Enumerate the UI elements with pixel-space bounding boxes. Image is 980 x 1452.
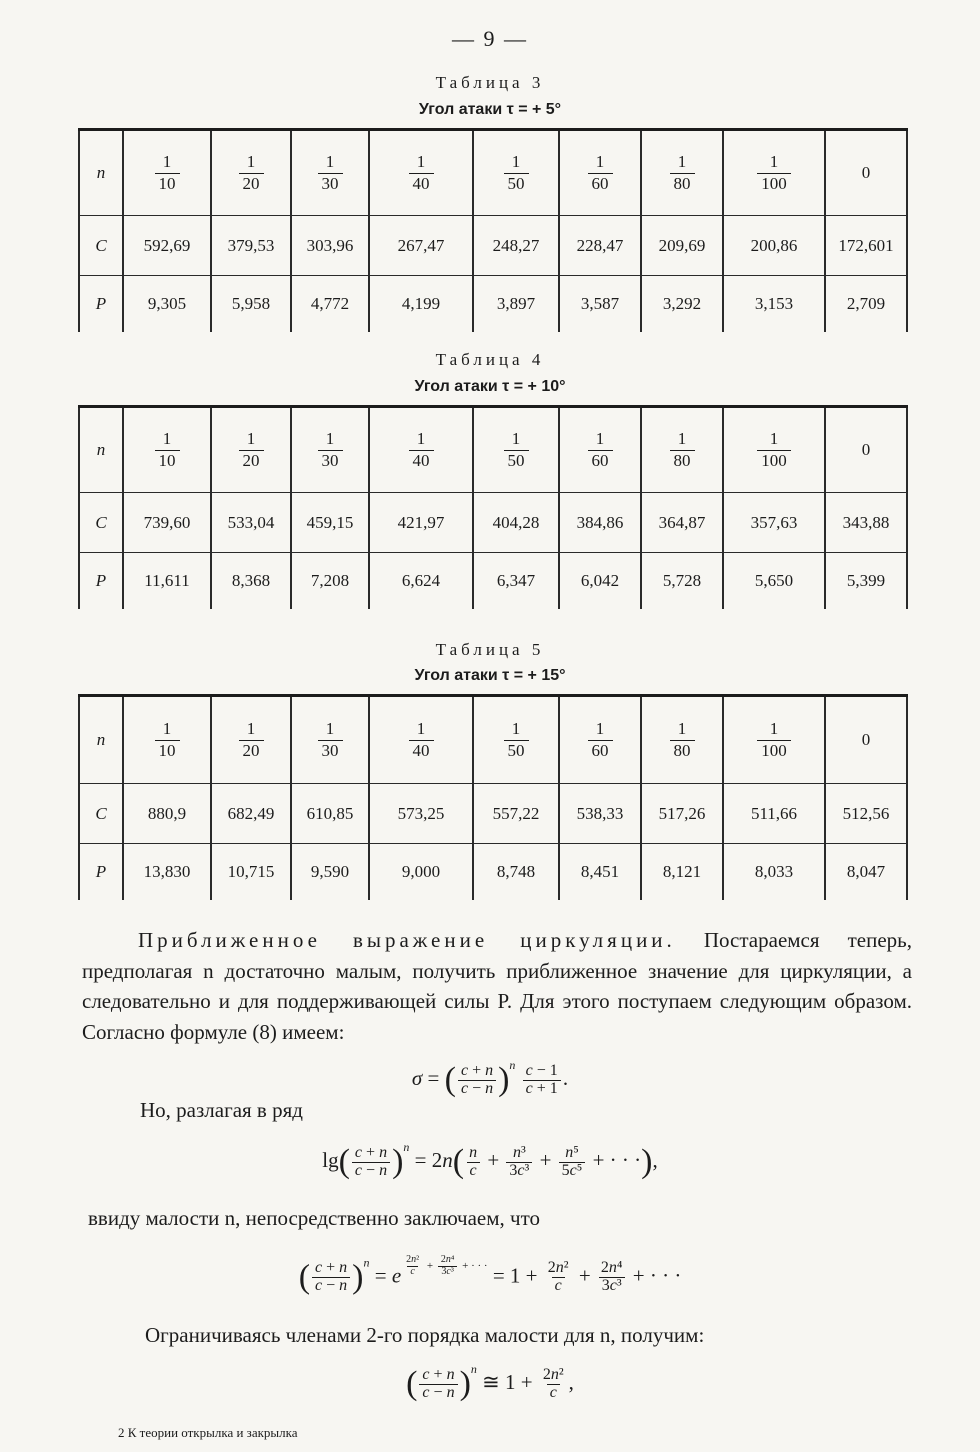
cell-c: 592,69 bbox=[123, 216, 211, 276]
cell-c: 364,87 bbox=[641, 493, 723, 553]
table-4-caption: Таблица 4 bbox=[435, 350, 545, 369]
table-4 bbox=[78, 405, 908, 609]
cell-p: 3,292 bbox=[641, 276, 723, 332]
fraction-numerator: 1 bbox=[325, 429, 335, 449]
fraction-numerator: 1 bbox=[769, 719, 779, 739]
cell-c: 682,49 bbox=[211, 784, 291, 844]
fraction-numerator: 1 bbox=[677, 429, 687, 449]
equation-sigma: σ = ( $\frac{c + n}{c - n}$ )$^n$ $\frac{c - 1}{c + 1}$ . bbox=[411, 1058, 569, 1099]
fraction bbox=[318, 153, 343, 193]
paragraph-circulation bbox=[82, 925, 912, 1047]
table-4-subtitle: Угол атаки τ = + 10° bbox=[414, 378, 566, 395]
cell-n bbox=[559, 407, 641, 493]
page-number: — 9 — bbox=[452, 26, 528, 51]
cell-p: 8,047 bbox=[825, 844, 907, 900]
cell-p: 8,368 bbox=[211, 553, 291, 609]
cell-n bbox=[211, 696, 291, 784]
cell-p: 4,199 bbox=[369, 276, 473, 332]
cell-c: 384,86 bbox=[559, 493, 641, 553]
fraction bbox=[588, 153, 613, 193]
fraction bbox=[757, 153, 791, 193]
cell-c: 357,63 bbox=[723, 493, 825, 553]
row-label-p: P bbox=[79, 844, 123, 900]
fraction bbox=[239, 430, 264, 470]
cell-n bbox=[723, 696, 825, 784]
cell-p: 5,958 bbox=[211, 276, 291, 332]
section-heading: Приближенное выражение циркуляции. bbox=[138, 928, 676, 952]
table-3 bbox=[78, 128, 908, 332]
fraction-numerator: 1 bbox=[769, 429, 779, 449]
cell-c: 421,97 bbox=[369, 493, 473, 553]
cell-c: 610,85 bbox=[291, 784, 369, 844]
cell-n bbox=[641, 407, 723, 493]
fraction-numerator: 1 bbox=[595, 152, 605, 172]
fraction-denominator: 20 bbox=[239, 450, 264, 471]
fraction-numerator: 1 bbox=[511, 719, 521, 739]
cell-n: 0 bbox=[825, 696, 907, 784]
cell-p: 13,830 bbox=[123, 844, 211, 900]
fraction-numerator: 1 bbox=[162, 719, 172, 739]
fraction bbox=[757, 430, 791, 470]
fraction-numerator: 1 bbox=[162, 152, 172, 172]
fraction-numerator: 1 bbox=[511, 152, 521, 172]
cell-n bbox=[291, 696, 369, 784]
fraction-numerator: 1 bbox=[677, 152, 687, 172]
fraction bbox=[670, 720, 695, 760]
fraction-denominator: 100 bbox=[757, 450, 791, 471]
cell-p: 2,709 bbox=[825, 276, 907, 332]
fraction bbox=[155, 153, 180, 193]
fraction-denominator: 40 bbox=[409, 450, 434, 471]
fraction bbox=[504, 430, 529, 470]
equation-log-series: lg( $\frac{c + n}{c - n}$ )$^n$ = 2n( $\frac{n}{c}$ + $\frac{\text{n³}}{\text{3c³}}$ + $\frac{\text{n⁵}}{\text{5c⁵}}$ + · · ·), bbox=[322, 1140, 658, 1181]
fraction-denominator: 20 bbox=[239, 740, 264, 761]
cell-p: 5,650 bbox=[723, 553, 825, 609]
fraction-denominator: 10 bbox=[155, 450, 180, 471]
table-3-subtitle: Угол атаки τ = + 5° bbox=[418, 101, 562, 118]
fraction bbox=[155, 430, 180, 470]
fraction bbox=[504, 720, 529, 760]
cell-p: 6,624 bbox=[369, 553, 473, 609]
cell-c: 404,28 bbox=[473, 493, 559, 553]
fraction bbox=[409, 720, 434, 760]
cell-c: 880,9 bbox=[123, 784, 211, 844]
cell-c: 267,47 bbox=[369, 216, 473, 276]
fraction bbox=[670, 153, 695, 193]
cell-n bbox=[291, 130, 369, 216]
fraction bbox=[239, 153, 264, 193]
cell-n bbox=[211, 407, 291, 493]
fraction-denominator: 30 bbox=[318, 740, 343, 761]
cell-c: 517,26 bbox=[641, 784, 723, 844]
text-ogranichivayas: Ограничиваясь членами 2-го порядка малости для n, получим: bbox=[145, 1323, 705, 1347]
row-label-n: n bbox=[79, 130, 123, 216]
cell-p: 9,305 bbox=[123, 276, 211, 332]
cell-p: 4,772 bbox=[291, 276, 369, 332]
fraction bbox=[239, 720, 264, 760]
cell-c: 459,15 bbox=[291, 493, 369, 553]
row-label-n: n bbox=[79, 696, 123, 784]
cell-n bbox=[641, 130, 723, 216]
fraction-denominator: 60 bbox=[588, 740, 613, 761]
row-label-c: C bbox=[79, 493, 123, 553]
cell-c: 209,69 bbox=[641, 216, 723, 276]
fraction-denominator: 50 bbox=[504, 740, 529, 761]
cell-n bbox=[123, 407, 211, 493]
cell-n bbox=[291, 407, 369, 493]
cell-p: 9,590 bbox=[291, 844, 369, 900]
cell-c: 533,04 bbox=[211, 493, 291, 553]
fraction-denominator: 40 bbox=[409, 173, 434, 194]
fraction-denominator: 50 bbox=[504, 450, 529, 471]
fraction-numerator: 1 bbox=[416, 152, 426, 172]
fraction-numerator: 1 bbox=[416, 719, 426, 739]
fraction bbox=[588, 430, 613, 470]
cell-p: 3,587 bbox=[559, 276, 641, 332]
fraction-numerator: 1 bbox=[325, 152, 335, 172]
cell-n bbox=[369, 696, 473, 784]
fraction bbox=[318, 430, 343, 470]
cell-c: 248,27 bbox=[473, 216, 559, 276]
fraction bbox=[670, 430, 695, 470]
fraction-numerator: 1 bbox=[162, 429, 172, 449]
fraction-numerator: 1 bbox=[246, 429, 256, 449]
cell-n bbox=[369, 407, 473, 493]
cell-n bbox=[473, 696, 559, 784]
fraction-numerator: 1 bbox=[769, 152, 779, 172]
cell-p: 10,715 bbox=[211, 844, 291, 900]
row-label-n: n bbox=[79, 407, 123, 493]
fraction-denominator: 50 bbox=[504, 173, 529, 194]
row-label-p: P bbox=[79, 276, 123, 332]
cell-n bbox=[123, 130, 211, 216]
fraction-numerator: 1 bbox=[595, 719, 605, 739]
fraction bbox=[409, 430, 434, 470]
cell-p: 9,000 bbox=[369, 844, 473, 900]
fraction-denominator: 30 bbox=[318, 173, 343, 194]
cell-n: 0 bbox=[825, 130, 907, 216]
fraction-numerator: 1 bbox=[246, 152, 256, 172]
cell-p: 5,728 bbox=[641, 553, 723, 609]
fraction bbox=[155, 720, 180, 760]
cell-c: 172,601 bbox=[825, 216, 907, 276]
fraction-numerator: 1 bbox=[677, 719, 687, 739]
fraction-denominator: 100 bbox=[757, 740, 791, 761]
cell-c: 573,25 bbox=[369, 784, 473, 844]
cell-c: 557,22 bbox=[473, 784, 559, 844]
cell-c: 739,60 bbox=[123, 493, 211, 553]
table-5 bbox=[78, 694, 908, 900]
fraction-denominator: 80 bbox=[670, 740, 695, 761]
cell-c: 228,47 bbox=[559, 216, 641, 276]
fraction-numerator: 1 bbox=[511, 429, 521, 449]
cell-p: 8,121 bbox=[641, 844, 723, 900]
cell-c: 200,86 bbox=[723, 216, 825, 276]
cell-c: 343,88 bbox=[825, 493, 907, 553]
fraction-numerator: 1 bbox=[246, 719, 256, 739]
fraction bbox=[588, 720, 613, 760]
cell-n bbox=[559, 130, 641, 216]
cell-c: 538,33 bbox=[559, 784, 641, 844]
cell-n bbox=[641, 696, 723, 784]
table-5-subtitle: Угол атаки τ = + 15° bbox=[414, 667, 566, 684]
cell-n bbox=[723, 407, 825, 493]
fraction-denominator: 60 bbox=[588, 450, 613, 471]
fraction bbox=[409, 153, 434, 193]
fraction-numerator: 1 bbox=[325, 719, 335, 739]
cell-n bbox=[473, 407, 559, 493]
cell-n bbox=[559, 696, 641, 784]
paragraph-body: Постараемся теперь, предполагая n достаточно малым, получить приближенное значение для циркуляции, а следовательно и для поддерживающей силы P. Для этого поступаем следующим образом. Согласно формуле (8) имеем: bbox=[82, 928, 912, 1044]
fraction bbox=[504, 153, 529, 193]
row-label-p: P bbox=[79, 553, 123, 609]
cell-p: 11,611 bbox=[123, 553, 211, 609]
equation-approx: ( $\frac{c + n}{c - n}$ )$^n$ ≅ 1 + $\frac{\text{2n²}}{c}$ , bbox=[406, 1362, 574, 1403]
cell-p: 3,153 bbox=[723, 276, 825, 332]
cell-p: 6,042 bbox=[559, 553, 641, 609]
row-label-c: C bbox=[79, 216, 123, 276]
fraction bbox=[318, 720, 343, 760]
table-3-caption: Таблица 3 bbox=[435, 73, 545, 92]
cell-c: 511,66 bbox=[723, 784, 825, 844]
fraction-denominator: 10 bbox=[155, 173, 180, 194]
cell-p: 8,748 bbox=[473, 844, 559, 900]
footnote: 2 К теории открылка и закрылка bbox=[118, 1425, 298, 1440]
fraction-denominator: 100 bbox=[757, 173, 791, 194]
cell-c: 303,96 bbox=[291, 216, 369, 276]
fraction-denominator: 20 bbox=[239, 173, 264, 194]
fraction-denominator: 80 bbox=[670, 450, 695, 471]
cell-p: 8,033 bbox=[723, 844, 825, 900]
cell-n bbox=[723, 130, 825, 216]
cell-c: 512,56 bbox=[825, 784, 907, 844]
fraction-denominator: 60 bbox=[588, 173, 613, 194]
fraction-denominator: 40 bbox=[409, 740, 434, 761]
fraction-denominator: 30 bbox=[318, 450, 343, 471]
equation-exponential: ( $\frac{c + n}{c - n}$ )$^n$ = e $^{\frac{\text{2n²}}{c} + \frac{\text{2n⁴}}{\text{3c³}} + \cdot \cdot \cdot}$ = 1 + $\frac{\text{2n²}}{c}$ + $\frac{\text{2n⁴}}{\text{3c³}}$ + · · · bbox=[298, 1254, 682, 1296]
text-no-razlagaya: Но, разлагая в ряд bbox=[140, 1098, 303, 1122]
fraction-denominator: 10 bbox=[155, 740, 180, 761]
fraction-numerator: 1 bbox=[595, 429, 605, 449]
cell-p: 5,399 bbox=[825, 553, 907, 609]
fraction bbox=[757, 720, 791, 760]
cell-p: 3,897 bbox=[473, 276, 559, 332]
cell-n bbox=[369, 130, 473, 216]
cell-p: 6,347 bbox=[473, 553, 559, 609]
cell-n bbox=[473, 130, 559, 216]
cell-c: 379,53 bbox=[211, 216, 291, 276]
fraction-denominator: 80 bbox=[670, 173, 695, 194]
fraction-numerator: 1 bbox=[416, 429, 426, 449]
cell-n bbox=[123, 696, 211, 784]
table-5-caption: Таблица 5 bbox=[435, 640, 545, 659]
cell-n bbox=[211, 130, 291, 216]
cell-n: 0 bbox=[825, 407, 907, 493]
row-label-c: C bbox=[79, 784, 123, 844]
cell-p: 7,208 bbox=[291, 553, 369, 609]
text-vvidu: ввиду малости n, непосредственно заключаем, что bbox=[88, 1206, 540, 1230]
cell-p: 8,451 bbox=[559, 844, 641, 900]
